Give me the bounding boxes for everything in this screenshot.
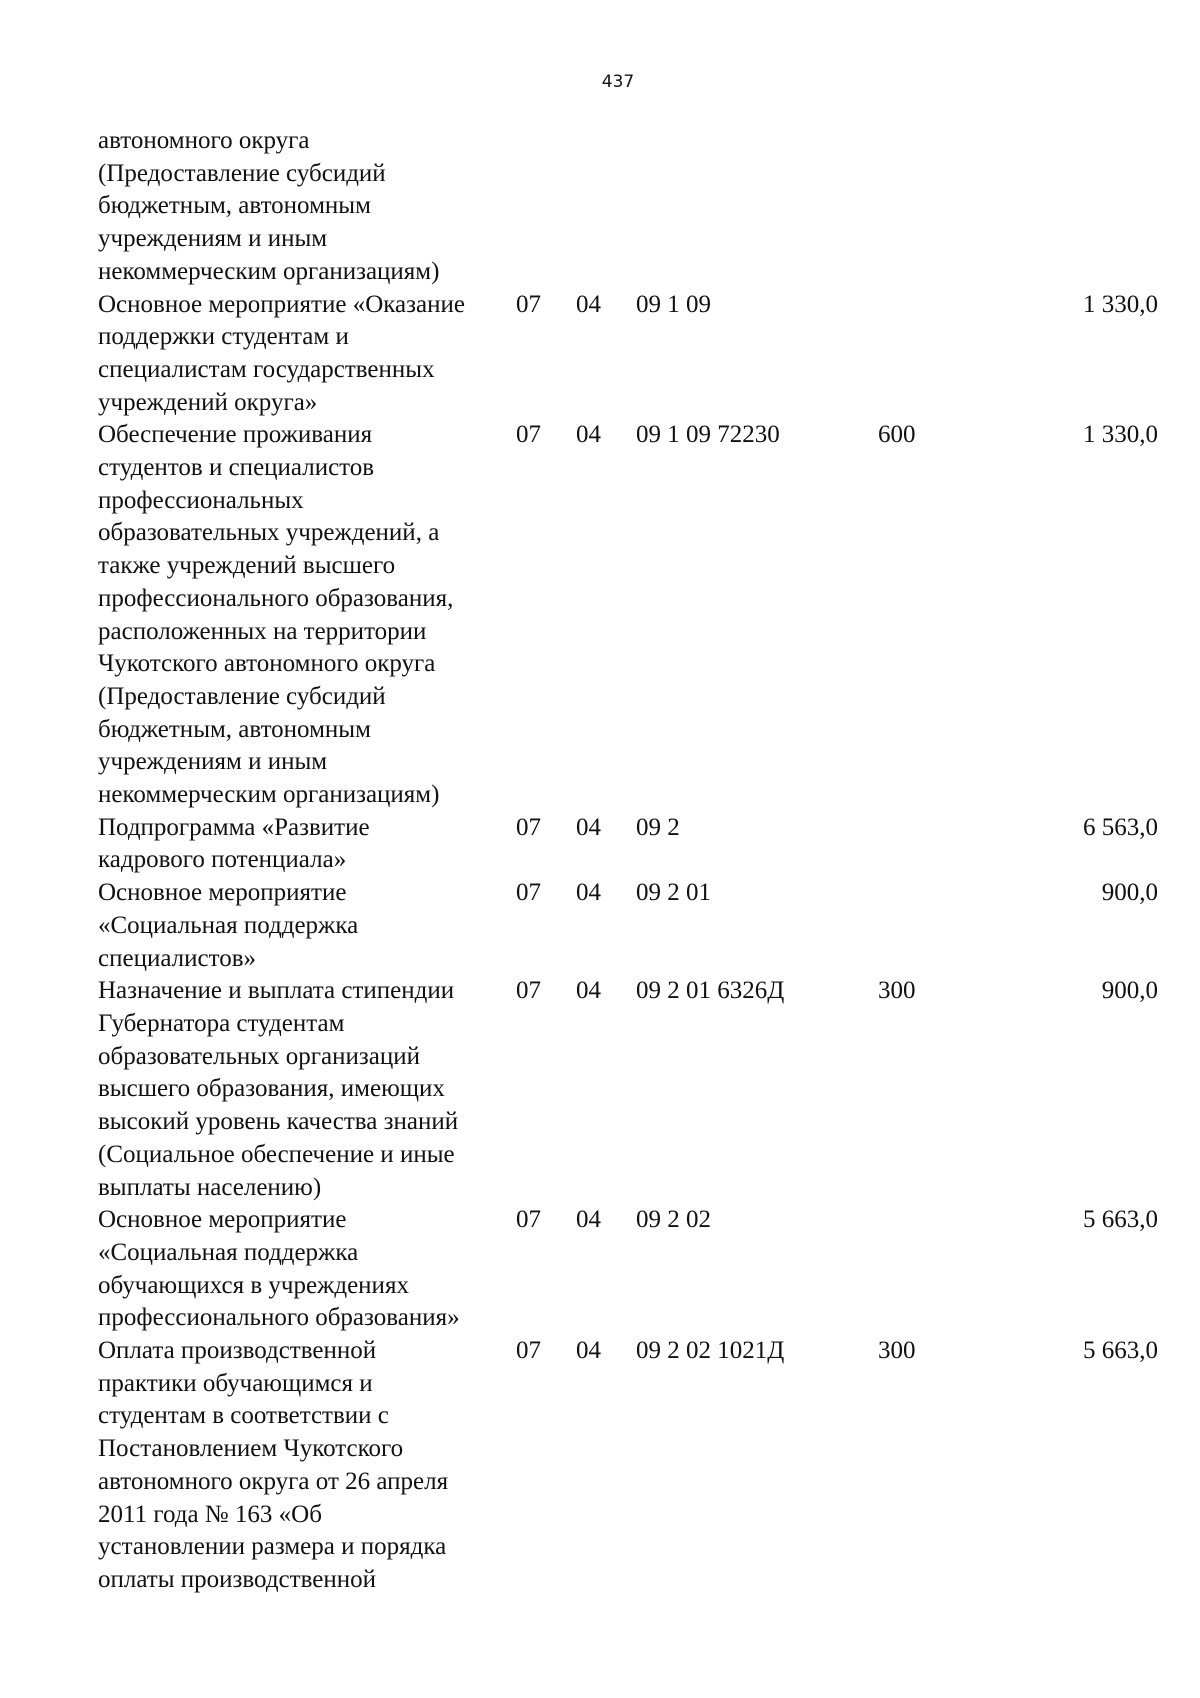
row-section: 07 [516, 879, 541, 907]
row-target-article: 09 1 09 72230 [636, 421, 780, 449]
row-expense-type [878, 812, 988, 877]
row-amount: 5 663,0 [1083, 1206, 1158, 1234]
row-target-article: 09 2 02 [636, 1206, 711, 1234]
row-expense-type [878, 125, 988, 289]
table-row [98, 812, 1158, 877]
row-subsection: 04 [576, 1337, 601, 1365]
row-target-article: 09 2 02 1021Д [636, 1337, 785, 1365]
row-section: 07 [516, 421, 541, 449]
row-expense-type [878, 1204, 988, 1335]
row-amount: 6 563,0 [1083, 813, 1158, 841]
row-amount: 5 663,0 [1083, 1337, 1158, 1365]
row-target-article [636, 125, 878, 289]
row-expense-type: 300 [878, 977, 916, 1005]
row-target-article: 09 1 09 [636, 290, 711, 318]
table-row [98, 877, 1158, 975]
row-amount: 900,0 [1101, 977, 1158, 1005]
row-section: 07 [516, 290, 541, 318]
row-expense-type [878, 289, 988, 420]
page-number: 437 [601, 72, 635, 92]
row-amount: 1 330,0 [1083, 290, 1158, 318]
row-name: Подпрограмма «Развитие кадрового потенциала» [98, 813, 370, 874]
row-name: Основное мероприятие «Социальная поддержка специалистов» [98, 879, 359, 972]
table-row [98, 419, 1158, 811]
table-row [98, 1335, 1158, 1597]
row-expense-type: 600 [878, 421, 916, 449]
row-subsection: 04 [576, 290, 601, 318]
row-subsection: 04 [576, 977, 601, 1005]
row-subsection: 04 [576, 879, 601, 907]
table-row [98, 1204, 1158, 1335]
table-row [98, 289, 1158, 420]
row-name: Обеспечение проживания студентов и специалистов профессиональных образовательных учреждений, а также учреждений высшего профессионального образования, расположенных на территории Чукотского автономного округа (Предоставление субсидий бюджетным, автономным учреждениям и иным некоммерческим организациям) [98, 421, 454, 809]
row-name: автономного округа (Предоставление субсидий бюджетным, автономным учреждениям и иным некоммерческим организациям) [98, 127, 440, 285]
row-subsection [576, 125, 636, 289]
row-name: Оплата производственной практики обучающимся и студентам в соответствии с Постановлением Чукотского автономного округа от 26 апреля 2011 года № 163 «Об установлении размера и порядка оплаты производственной [98, 1337, 449, 1593]
row-name: Основное мероприятие «Социальная поддержка обучающихся в учреждениях профессионального образования» [98, 1206, 460, 1332]
row-target-article: 09 2 01 6326Д [636, 977, 785, 1005]
row-section: 07 [516, 977, 541, 1005]
row-subsection: 04 [576, 1206, 601, 1234]
budget-table [98, 125, 1158, 1597]
row-expense-type [878, 877, 988, 975]
row-amount: 1 330,0 [1083, 421, 1158, 449]
row-subsection: 04 [576, 813, 601, 841]
row-name: Назначение и выплата стипендии Губернатора студентам образовательных организаций высшего образования, имеющих высокий уровень качества знаний (Социальное обеспечение и иные выплаты населению) [98, 977, 459, 1201]
row-name: Основное мероприятие «Оказание поддержки студентам и специалистам государственных учреждений округа» [98, 290, 465, 416]
row-section: 07 [516, 1206, 541, 1234]
row-section [516, 125, 576, 289]
row-section: 07 [516, 1337, 541, 1365]
row-amount [988, 125, 1158, 289]
row-expense-type: 300 [878, 1337, 916, 1365]
row-target-article: 09 2 [636, 813, 680, 841]
row-subsection: 04 [576, 421, 601, 449]
table-row [98, 975, 1158, 1204]
row-section: 07 [516, 813, 541, 841]
table-row [98, 125, 1158, 289]
table-body [98, 125, 1158, 1597]
row-target-article: 09 2 01 [636, 879, 711, 907]
row-amount: 900,0 [1101, 879, 1158, 907]
